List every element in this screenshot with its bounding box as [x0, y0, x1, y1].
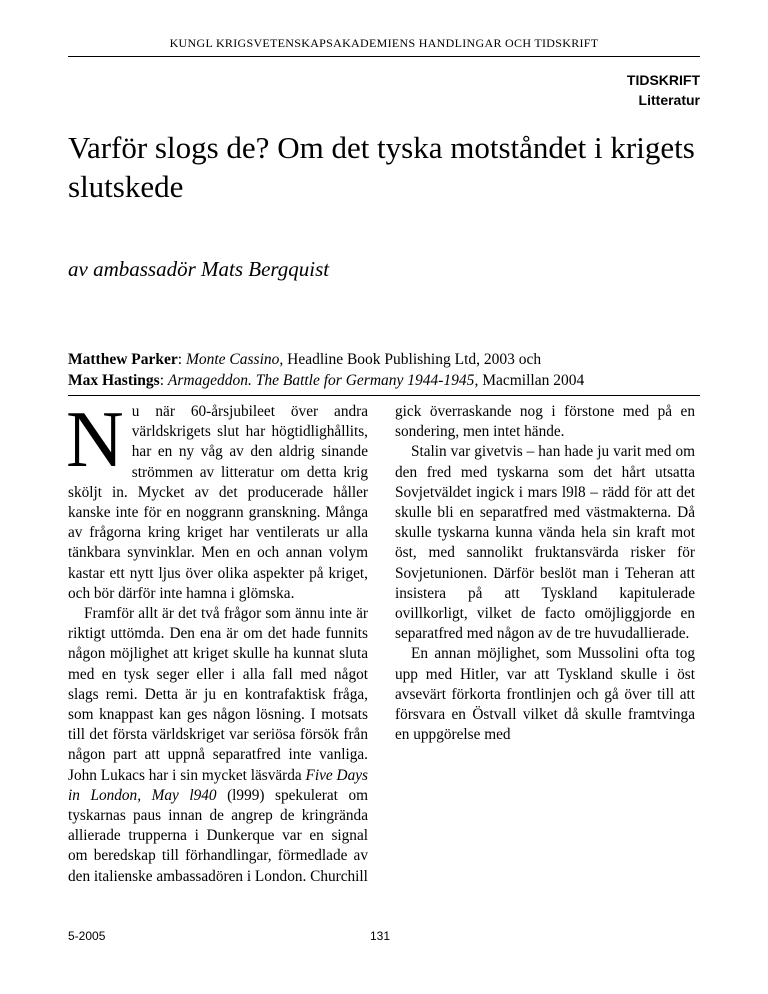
text-column-left	[66, 396, 368, 887]
paragraph-4: En annan möjlighet, som Mussolini ofta tog upp med Hitler, var att Tyskland skulle i öst avsevärt förkorta frontlinjen och gå över till att försvara en Östvall vilket då skulle framtvinga en uppgörelse med	[395, 645, 695, 744]
book-publisher: Headline Book Publishing Ltd, 2003 och	[283, 351, 542, 368]
book-title: Monte Cassino,	[185, 351, 284, 368]
section-label	[627, 70, 700, 110]
paragraph-2	[68, 604, 368, 887]
drop-cap: N	[66, 396, 124, 484]
subsection-name: Litteratur	[638, 92, 700, 108]
book-reference	[68, 370, 708, 391]
paragraph-text: (l999) spekulerat om tyskarnas paus innan de angrep de kringrända allierade trupperna i Dunkerque var en signal om beredskap till förhandlingar, förmedlade av den italienske ambassadören i London. Churchill	[68, 786, 368, 885]
paragraph-1	[66, 396, 368, 604]
paragraph-2-continued: gick överraskande nog i förstone med på en sondering, men intet hände.	[395, 403, 695, 441]
book-author: Max Hastings	[68, 372, 160, 389]
issue-number: 5-2005	[68, 929, 106, 943]
paragraph-text: Framför allt är det två frågor som ännu inte är riktigt uttömda. Den ena är om det hade funnits någon möjlighet att kriget skulle ha kunnat sluta med en tysk seger eller i alla fall med något slags remi. Detta är ju en kontrafaktisk fråga, som knappast kan ges någon lösning. I motsats till det första världskriget var seriösa försök från någon part att uppnå separatfred inte vanliga. John Lukacs har i sin mycket läsvärda	[68, 605, 368, 784]
article-title: Varför slogs de? Om det tyska motståndet i krigets slutskede	[68, 130, 695, 204]
paragraph-text: u när 60-årsjubileet över andra världskrigets slut har högtidlighållits, har en ny våg av den aldrig sinande strömmen av litteratur om detta krig sköljt in. Mycket av det producerade håller kanske inte för en noggrann granskning. Många av frågorna kring kriget har ventilerats ur alla tänkbara synvinklar. Men en och annan volym kastar ett nytt ljus över olika aspekter på kriget, och bör därför inte hamna i glömska.	[68, 403, 368, 602]
header-divider	[68, 56, 700, 57]
books-divider	[68, 395, 700, 396]
paragraph-3: Stalin var givetvis – han hade ju varit med om den fred med tyskarna som det hårt utsatta Sovjetväldet ingick i mars l9l8 – rädd för att det skulle bli en separatfred med västmakterna. Då skulle tyskarna kunna vända hela sin kraft mot öst, med sannolikt fruktansvärda risker för Sovjetunionen. Därför beslöt man i Teheran att insistera på att Tyskland kapitulerade ovillkorligt, vilket de facto omöjliggjorde en separatfred med någon av de tre huvudallierade.	[395, 443, 695, 643]
text-column-right	[395, 402, 695, 745]
journal-header: KUNGL KRIGSVETENSKAPSAKADEMIENS HANDLINGAR OCH TIDSKRIFT	[169, 36, 599, 50]
book-separator: :	[159, 372, 168, 389]
book-author: Matthew Parker	[68, 351, 178, 368]
book-reference	[68, 349, 708, 370]
book-publisher: , Macmillan 2004	[474, 372, 585, 389]
section-name: TIDSKRIFT	[626, 72, 700, 88]
book-title: Armageddon. The Battle for Germany 1944-1945	[167, 372, 475, 389]
cited-title: Five Days in London, May l940	[68, 766, 368, 804]
book-separator: :	[177, 351, 186, 368]
page-number: 131	[370, 929, 391, 943]
reviewed-books	[68, 349, 708, 391]
article-byline: av ambassadör Mats Bergquist	[68, 257, 330, 281]
